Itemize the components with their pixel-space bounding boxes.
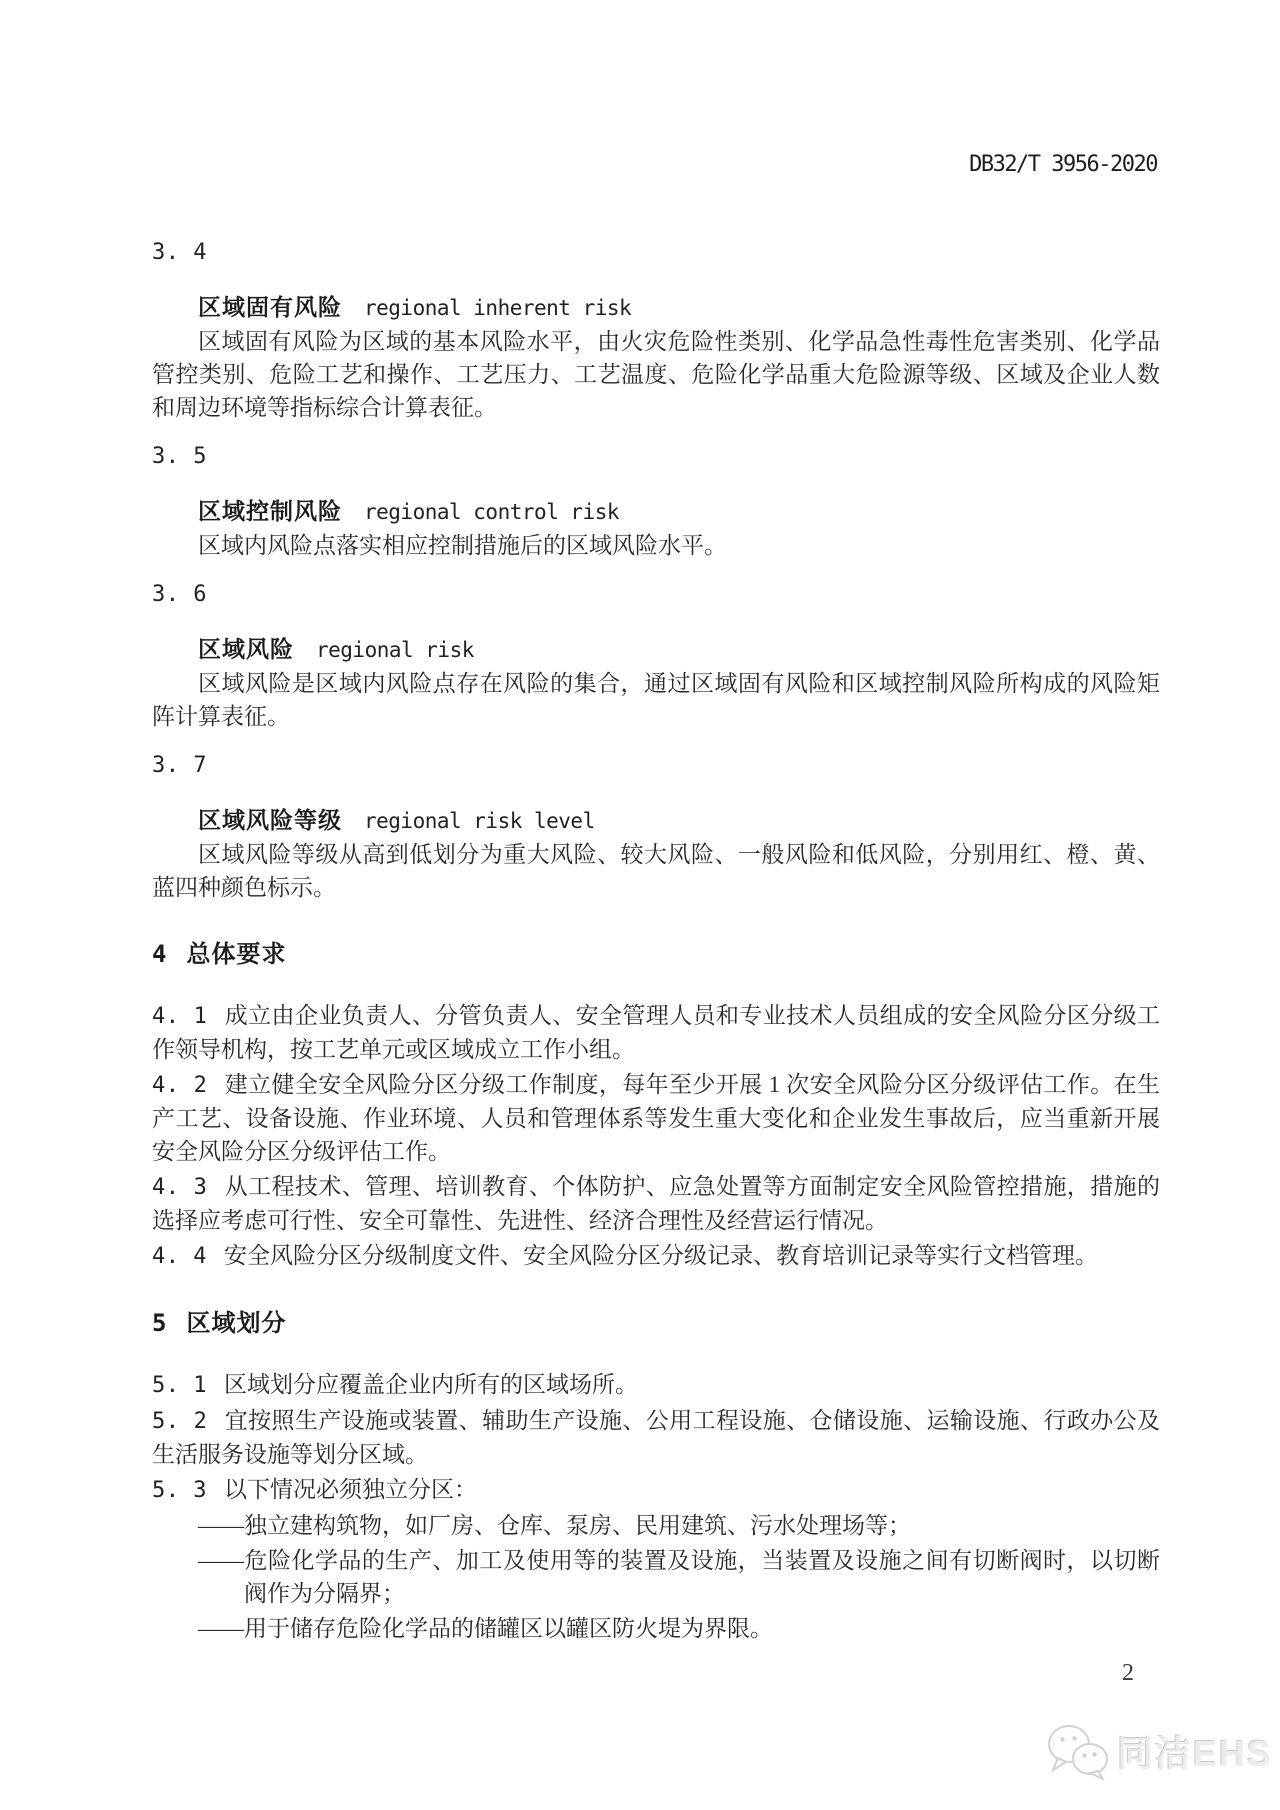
term-zh: 区域控制风险 — [198, 498, 342, 524]
term-en: regional risk — [316, 638, 474, 662]
clause-number: 4. 1 — [152, 1004, 208, 1029]
term-zh: 区域风险等级 — [198, 807, 342, 833]
term-3-6 — [152, 578, 1160, 733]
chapter-title: 区域划分 — [186, 1310, 287, 1337]
chapter-title: 总体要求 — [186, 941, 287, 968]
doc-code: DB32/T 3956-2020 — [969, 152, 1157, 177]
clause-text: 以下情况必须独立分区： — [223, 1477, 477, 1502]
dash-list-item: ——独立建构筑物，如厂房、仓库、泵房、民用建筑、污水处理场等； — [198, 1513, 911, 1538]
clause-5-1 — [152, 1368, 1160, 1402]
clause-number: 4. 4 — [152, 1244, 207, 1269]
page-number: 2 — [1122, 1660, 1134, 1686]
clause-number: 5. 2 — [152, 1409, 208, 1434]
wechat-icon — [1046, 1722, 1110, 1780]
clause-5-3 — [152, 1473, 1160, 1507]
clause-number: 3. 5 — [152, 444, 207, 469]
clause-text: 区域划分应覆盖企业内所有的区域场所。 — [223, 1372, 638, 1397]
term-definition: 区域风险是区域内风险点存在风险的集合，通过区域固有风险和区域控制风险所构成的风险矩阵计算表征。 — [152, 671, 1160, 729]
term-heading — [152, 291, 1160, 325]
clause-4-4 — [152, 1239, 1160, 1273]
term-3-5 — [152, 440, 1160, 562]
clause-4-1 — [152, 999, 1160, 1066]
watermark-text: 同洁EHS — [1117, 1732, 1274, 1774]
watermark — [1046, 1722, 1273, 1780]
clause-4-2 — [152, 1068, 1160, 1168]
clause-number: 3. 4 — [152, 240, 207, 265]
document-body — [152, 212, 1160, 1647]
term-definition: 区域内风险点落实相应控制措施后的区域风险水平。 — [198, 533, 727, 558]
clause-text: 宜按照生产设施或装置、辅助生产设施、公用工程设施、仓储设施、运输设施、行政办公及生活服务设施等划分区域。 — [152, 1408, 1160, 1467]
clause-number: 4. 3 — [152, 1175, 208, 1200]
chapter-number: 5 — [152, 1309, 167, 1337]
clause-text: 成立由企业负责人、分管负责人、安全管理人员和专业技术人员组成的安全风险分区分级工作领导机构，按工艺单元或区域成立工作小组。 — [152, 1003, 1160, 1062]
clause-4-3 — [152, 1170, 1160, 1237]
term-heading — [152, 495, 1160, 529]
dash-list-item: ——用于储存危险化学品的储罐区以罐区防火堤为界限。 — [198, 1616, 773, 1641]
dash-list-item: ——危险化学品的生产、加工及使用等的装置及设施，当装置及设施之间有切断阀时，以切断阀作为分隔界； — [198, 1548, 1160, 1606]
term-definition: 区域固有风险为区域的基本风险水平，由火灾危险性类别、化学品急性毒性危害类别、化学品管控类别、危险工艺和操作、工艺压力、工艺温度、危险化学品重大危险源等级、区域及企业人数和周边环境等指标综合计算表征。 — [152, 329, 1160, 420]
term-heading — [152, 633, 1160, 667]
clause-text: 从工程技术、管理、培训教育、个体防护、应急处置等方面制定安全风险管控措施，措施的选择应考虑可行性、安全可靠性、先进性、经济合理性及经营运行情况。 — [152, 1174, 1160, 1233]
clause-number: 5. 1 — [152, 1373, 207, 1398]
chapter-5-heading — [152, 1307, 1160, 1340]
term-heading — [152, 804, 1160, 838]
clause-number: 3. 6 — [152, 582, 207, 607]
term-en: regional risk level — [364, 809, 595, 833]
term-en: regional inherent risk — [364, 296, 632, 320]
page-header — [969, 152, 1157, 177]
term-zh: 区域风险 — [198, 636, 294, 662]
term-zh: 区域固有风险 — [198, 294, 342, 320]
clause-number: 5. 3 — [152, 1478, 207, 1503]
chapter-4-heading — [152, 938, 1160, 971]
clause-text: 建立健全安全风险分区分级工作制度，每年至少开展 1 次安全风险分区分级评估工作。在生产工艺、设备设施、作业环境、人员和管理体系等发生重大变化和企业发生事故后，应当重新开展安全风险分区分级评估工作。 — [152, 1072, 1161, 1164]
chapter-number: 4 — [152, 940, 167, 968]
clause-text: 安全风险分区分级制度文件、安全风险分区分级记录、教育培训记录等实行文档管理。 — [223, 1243, 1098, 1268]
clause-number: 3. 7 — [152, 753, 207, 778]
term-3-7 — [152, 749, 1160, 904]
term-en: regional control risk — [364, 500, 620, 524]
clause-number: 4. 2 — [152, 1073, 208, 1098]
term-definition: 区域风险等级从高到低划分为重大风险、较大风险、一般风险和低风险，分别用红、橙、黄、蓝四种颜色标示。 — [152, 842, 1160, 900]
clause-5-2 — [152, 1404, 1160, 1471]
term-3-4 — [152, 236, 1160, 424]
